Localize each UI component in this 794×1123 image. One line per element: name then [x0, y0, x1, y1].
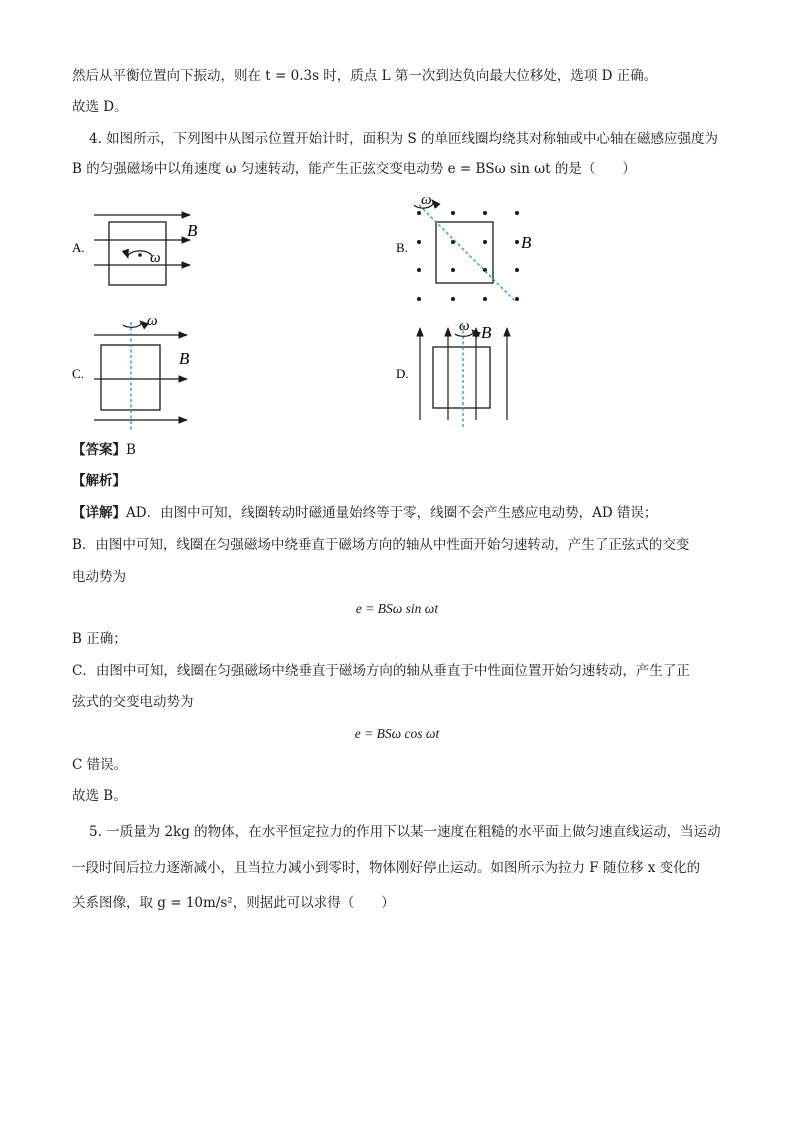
detail-line: B．由图中可知，线圈在匀强磁场中绕垂直于磁场方向的轴从中性面开始匀速转动，产生了正弦式的交变 — [72, 537, 690, 553]
figure-a — [72, 215, 198, 285]
field-label: B — [481, 323, 492, 342]
rotation-arrow-icon — [123, 321, 141, 327]
detail-tag: 【详解】 — [72, 505, 126, 521]
detail-line: 弦式的交变电动势为 — [72, 694, 194, 710]
question-5-line-3: 关系图像，取 g = 10m/s²，则据此可以求得（ ） — [72, 895, 395, 911]
text-line: 故选 D。 — [72, 99, 128, 115]
field-label: B — [187, 221, 198, 240]
question-5-line-2: 一段时间后拉力逐渐减小，且当拉力减小到零时，物体刚好停止运动。如图所示为拉力 F 随位移 x 变化的 — [72, 860, 701, 876]
answer-tag: 【答案】 — [72, 442, 126, 458]
field-label: B — [521, 233, 532, 252]
answer-value: B — [126, 442, 136, 458]
detail-line: C．由图中可知，线圈在匀强磁场中绕垂直于磁场方向的轴从垂直于中性面位置开始匀速转动，产生了正 — [72, 663, 690, 679]
answer-line — [72, 444, 136, 458]
coil-square — [436, 222, 493, 283]
figure-c — [72, 313, 190, 432]
omega-label: ω — [421, 192, 432, 208]
axis-dot — [138, 253, 142, 257]
question-4-line-2: B 的匀强磁场中以角速度 ω 匀速转动，能产生正弦交变电动势 e = BSω sin ωt 的是（ ） — [72, 161, 636, 177]
rotation-axis — [419, 205, 516, 302]
detail-text: AD．由图中可知，线圈转动时磁通量始终等于零，线圈不会产生感应电动势，AD 错误； — [126, 505, 658, 521]
omega-label: ω — [459, 318, 470, 334]
question-4-line-1: 4. 如图所示，下列图中从图示位置开始计时，面积为 S 的单匝线圈均绕其对称轴或中心轴在磁感应强度为 — [89, 131, 719, 147]
detail-line: 故选 B。 — [72, 788, 127, 804]
omega-label: ω — [150, 250, 161, 266]
analysis-tag: 【解析】 — [72, 473, 126, 489]
figure-b-label: B. — [396, 240, 408, 255]
detail-line: 电动势为 — [72, 569, 126, 585]
equation-cos: e = BSω cos ωt — [354, 726, 440, 741]
equation-sin: e = BSω sin ωt — [355, 601, 439, 616]
detail-line: B 正确； — [72, 631, 127, 647]
omega-label: ω — [147, 313, 158, 329]
detail-line: C 错误。 — [72, 757, 128, 773]
question-5-line-1: 5. 一质量为 2kg 的物体，在水平恒定拉力的作用下以某一速度在粗糙的水平面上做匀速直线运动，当运动 — [89, 824, 721, 840]
figure-a-label: A. — [72, 240, 85, 255]
text-line: 然后从平衡位置向下振动，则在 t = 0.3s 时，质点 L 第一次到达负向最大位移处，选项 D 正确。 — [72, 68, 658, 84]
field-dots — [417, 211, 519, 301]
field-label: B — [179, 349, 190, 368]
detail-line — [72, 507, 657, 521]
figure-d — [396, 318, 507, 428]
figure-b — [396, 192, 532, 302]
figure-d-label: D. — [396, 366, 409, 381]
figure-c-label: C. — [72, 366, 84, 381]
coil-square — [433, 347, 490, 408]
